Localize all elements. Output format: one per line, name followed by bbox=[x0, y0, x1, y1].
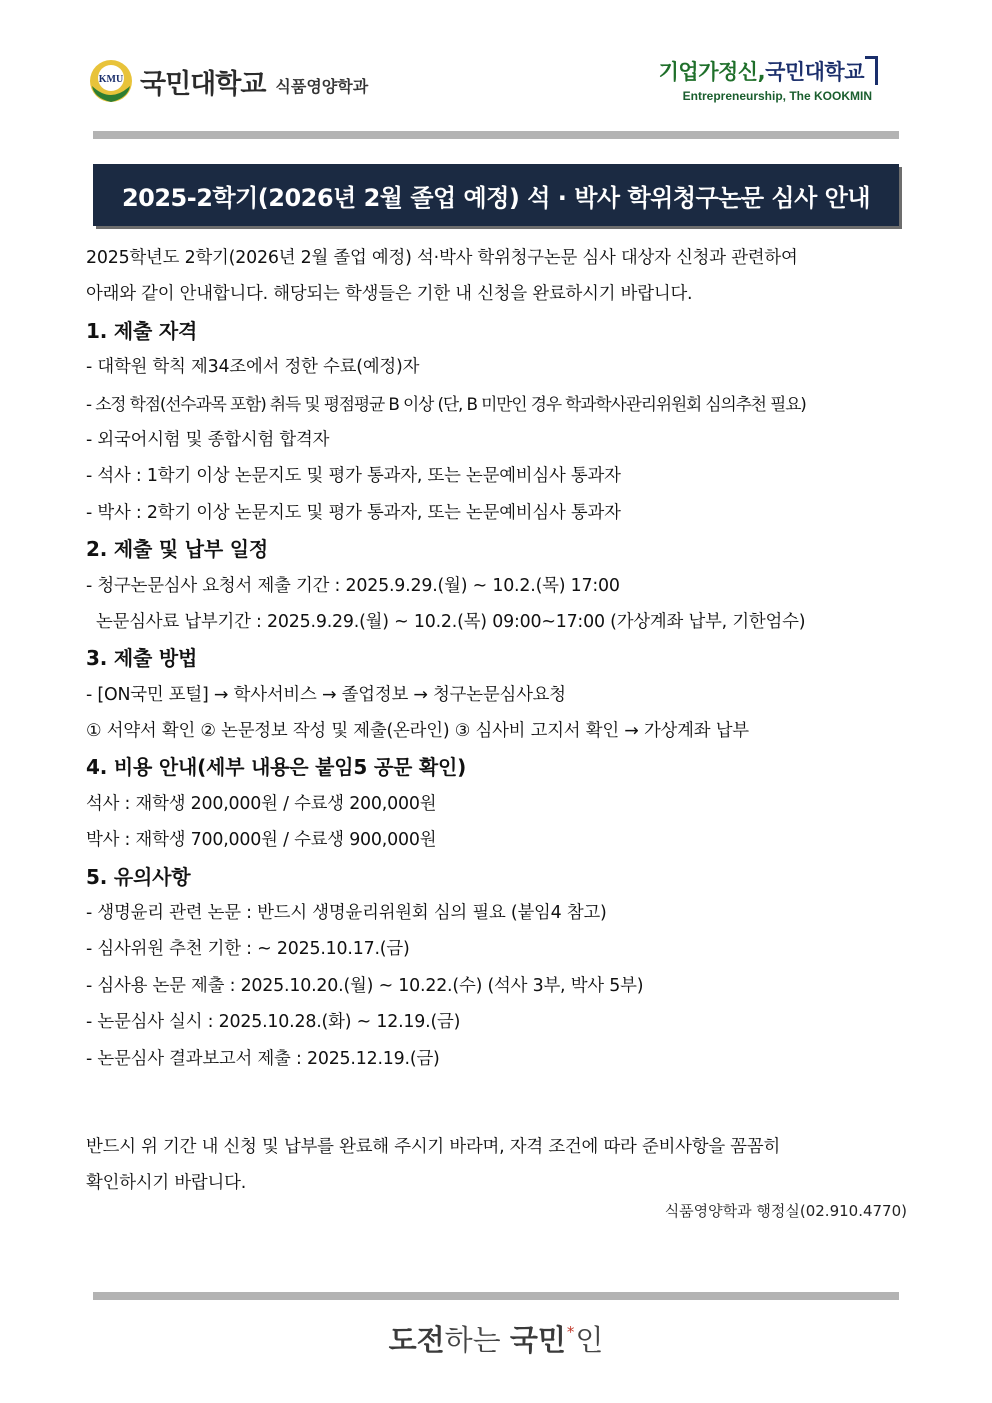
slogan-korean-prefix: 기업가정신, bbox=[658, 60, 766, 84]
footer-star-icon: * bbox=[566, 1323, 575, 1341]
bottom-divider bbox=[93, 1292, 899, 1300]
department-name: 식품영양학과 bbox=[275, 76, 369, 96]
intro-text-1: 2025학년도 2학기(2026년 2월 졸업 예정) 석·박사 학위청구논문 심사 대상자 신청과 관련하여 bbox=[86, 248, 798, 268]
list-item: 박사 : 재학생 700,000원 / 수료생 900,000원 bbox=[86, 830, 437, 851]
intro-line: 아래와 같이 안내합니다. 해당되는 학생들은 기한 내 신청을 완료하시기 바랍니다. bbox=[86, 284, 693, 305]
list-item: - 심사위원 추천 기한 : ~ 2025.10.17.(금) bbox=[86, 939, 410, 960]
top-divider bbox=[93, 131, 899, 139]
footer-part-4: 인 bbox=[575, 1323, 604, 1357]
list-item: ① 서약서 확인 ② 논문정보 작성 및 제출(온라인) ③ 심사비 고지서 확인 → 가상계좌 납부 bbox=[86, 721, 749, 742]
seal-text: KMU bbox=[98, 74, 124, 85]
closing-line: 확인하시기 바랍니다. bbox=[86, 1173, 247, 1194]
footer-slogan bbox=[0, 1318, 992, 1359]
list-item: - [ON국민 포털] → 학사서비스 → 졸업정보 → 청구논문심사요청 bbox=[86, 684, 566, 705]
section-heading: 3. 제출 방법 bbox=[86, 646, 198, 671]
slogan-bracket-icon bbox=[865, 56, 878, 85]
list-item: - 외국어시험 및 종합시험 합격자 bbox=[86, 429, 330, 450]
list-item: - 청구논문심사 요청서 제출 기간 : 2025.9.29.(월) ~ 10.2.(목) 17:00 bbox=[86, 575, 620, 596]
list-item: - 석사 : 1학기 이상 논문지도 및 평가 통과자, 또는 논문예비심사 통과자 bbox=[86, 466, 621, 487]
slogan-logo bbox=[659, 56, 872, 103]
list-item: - 박사 : 2학기 이상 논문지도 및 평가 통과자, 또는 논문예비심사 통과자 bbox=[86, 502, 621, 523]
footer-part-1: 도전 bbox=[388, 1323, 445, 1357]
closing-line: 반드시 위 기간 내 신청 및 납부를 완료해 주시기 바라며, 자격 조건에 따라 준비사항을 꼼꼼히 bbox=[86, 1136, 781, 1157]
title-banner bbox=[93, 164, 899, 226]
contact-info: 식품영양학과 행정실(02.910.4770) bbox=[664, 1202, 907, 1220]
document-body bbox=[86, 240, 908, 1202]
page-title: 2025-2학기(2026년 2월 졸업 예정) 석 · 박사 학위청구논문 심사 안내 bbox=[121, 183, 871, 212]
document-header bbox=[0, 0, 992, 130]
intro-line bbox=[86, 240, 908, 276]
university-logo bbox=[88, 58, 368, 104]
list-item: 논문심사료 납부기간 : 2025.9.29.(월) ~ 10.2.(목) 09:00~17:00 (가상계좌 납부, 기한엄수) bbox=[96, 611, 806, 632]
section-heading: 1. 제출 자격 bbox=[86, 318, 198, 343]
list-item: - 논문심사 실시 : 2025.10.28.(화) ~ 12.19.(금) bbox=[86, 1012, 461, 1033]
spacer bbox=[86, 1077, 908, 1129]
list-item: 석사 : 재학생 200,000원 / 수료생 200,000원 bbox=[86, 793, 437, 814]
list-item: - 심사용 논문 제출 : 2025.10.20.(월) ~ 10.22.(수) (석사 3부, 박사 5부) bbox=[86, 975, 644, 996]
section-heading: 2. 제출 및 납부 일정 bbox=[86, 537, 269, 562]
university-name: 국민대학교 bbox=[140, 68, 266, 100]
slogan-korean-suffix: 국민대학교 bbox=[765, 60, 864, 84]
slogan-english: Entrepreneurship, The KOOKMIN bbox=[682, 89, 872, 103]
section-heading: 5. 유의사항 bbox=[86, 864, 191, 889]
footer-part-2: 하는 bbox=[444, 1323, 510, 1357]
list-item: - 소정 학점(선수과목 포함) 취득 및 평점평균 B 이상 (단, B 미만인 경우 학과학사관리위원회 심의추천 필요) bbox=[86, 393, 806, 414]
section-heading: 4. 비용 안내(세부 내용은 붙임5 공문 확인) bbox=[86, 755, 467, 780]
list-item: - 논문심사 결과보고서 제출 : 2025.12.19.(금) bbox=[86, 1048, 440, 1069]
slogan-korean bbox=[659, 56, 872, 86]
list-item: - 생명윤리 관련 논문 : 반드시 생명윤리위원회 심의 필요 (붙임4 참고) bbox=[86, 903, 607, 924]
list-item: - 대학원 학칙 제34조에서 정한 수료(예정)자 bbox=[86, 357, 420, 378]
footer-part-3: 국민 bbox=[509, 1323, 566, 1357]
university-seal-icon bbox=[88, 58, 134, 104]
